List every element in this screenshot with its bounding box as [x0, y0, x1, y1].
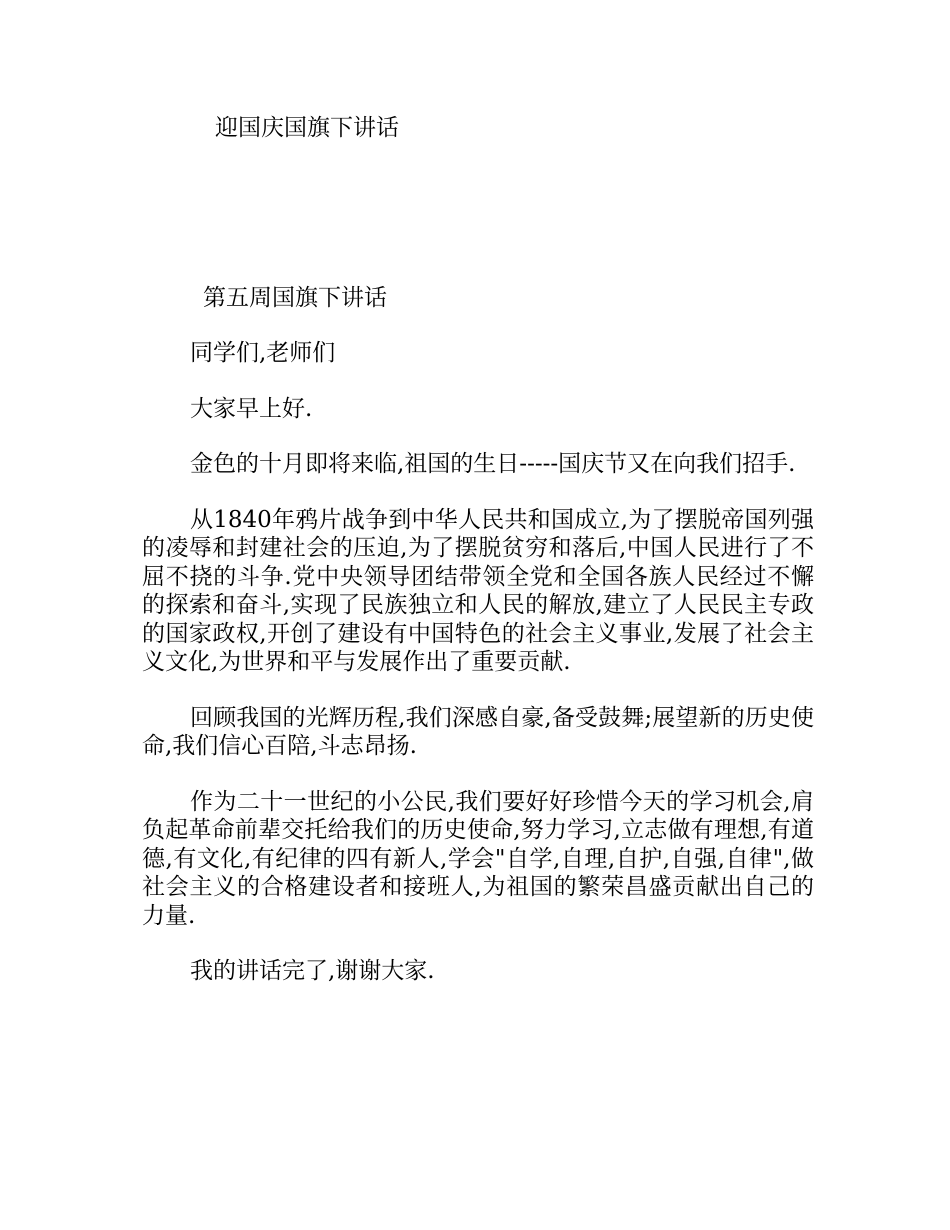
paragraph-intro: 金色的十月即将来临,祖国的生日-----国庆节又在向我们招手.: [190, 451, 796, 477]
paragraph-citizens: 作为二十一世纪的小公民,我们要好好珍惜今天的学习机会,肩负起革命前辈交托给我们的历史使命,努力学习,立志做有理想,有道德,有文化,有纪律的四有新人,学会"自学,自理,自护,自强,自律",做社会主义的合格建设者和接班人,为祖国的繁荣昌盛贡献出自己的力量.: [142, 788, 814, 929]
speech-subtitle: 第五周国旗下讲话: [203, 285, 387, 311]
paragraph-review: 回顾我国的光辉历程,我们深感自豪,备受鼓舞;展望新的历史使命,我们信心百陪,斗志昂扬.: [142, 704, 814, 759]
speech-body: [142, 339, 814, 1013]
paragraph-morning: 大家早上好.: [190, 395, 313, 422]
document-title: 迎国庆国旗下讲话: [215, 115, 399, 141]
paragraph-greeting: 同学们,老师们: [190, 340, 336, 366]
paragraph-closing: 我的讲话完了,谢谢大家.: [190, 958, 435, 984]
paragraph-history: 从1840年鸦片战争到中华人民共和国成立,为了摆脱帝国列强的凌辱和封建社会的压迫,为了摆脱贫穷和落后,中国人民进行了不屈不挠的斗争.党中央领导团结带领全党和全国各族人民经过不懈的探索和奋斗,实现了民族独立和人民的解放,建立了人民民主专政的国家政权,开创了建设有中国特色的社会主义事业,发展了社会主义文化,为世界和平与发展作出了重要贡献.: [142, 506, 814, 675]
